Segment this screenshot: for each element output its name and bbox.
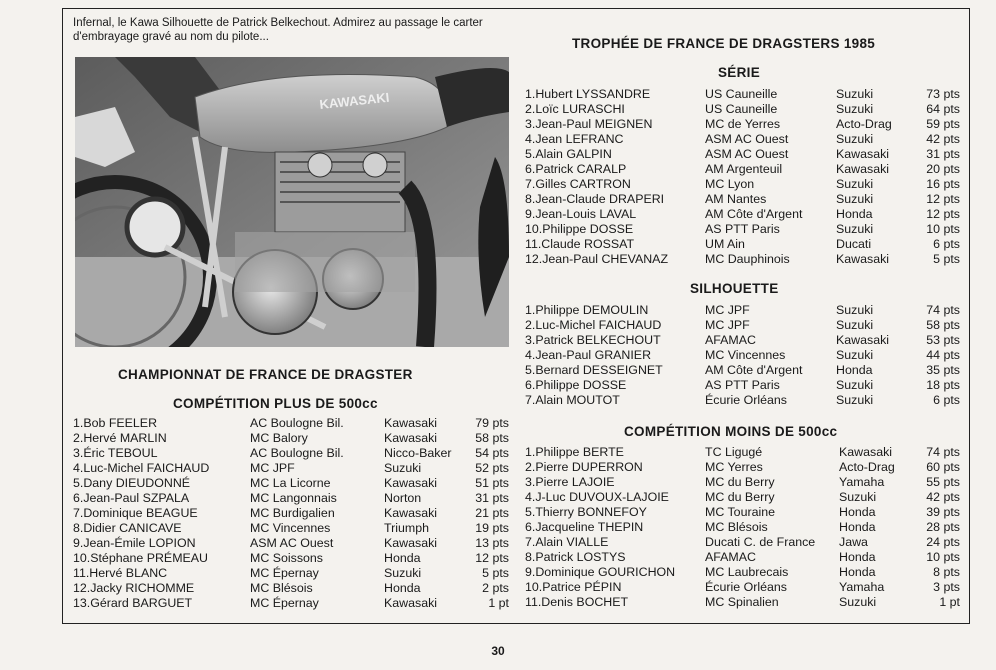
club-name: MC Soissons	[250, 551, 323, 565]
club-name: TC Ligugé	[705, 445, 763, 459]
points: 6 pts	[933, 393, 960, 407]
table-row	[525, 445, 960, 460]
rider-name: 10.Philippe DOSSE	[525, 222, 634, 236]
brand-name: Suzuki	[836, 348, 874, 362]
brand-name: Honda	[836, 363, 873, 377]
points: 6 pts	[933, 237, 960, 251]
tank-brand-text: KAWASAKI	[318, 89, 390, 112]
points: 44 pts	[926, 348, 960, 362]
brand-name: Acto-Drag	[836, 117, 892, 131]
table-row	[73, 566, 509, 581]
rider-name: 1.Bob FEELER	[73, 416, 158, 430]
brand-name: Suzuki	[384, 461, 422, 475]
brand-name: Honda	[839, 565, 876, 579]
brand-name: Kawasaki	[384, 476, 438, 490]
points: 5 pts	[482, 566, 509, 580]
brand-name: Kawasaki	[836, 252, 890, 266]
table-row	[525, 595, 960, 610]
motorcycle-photo	[75, 57, 509, 347]
table-row	[525, 475, 960, 490]
brand-name: Kawasaki	[384, 506, 438, 520]
rider-name: 12.Jacky RICHOMME	[73, 581, 195, 595]
club-name: US Cauneille	[705, 87, 778, 101]
points: 64 pts	[926, 102, 960, 116]
brand-name: Kawasaki	[836, 162, 890, 176]
table-row	[73, 491, 509, 506]
brand-name: Honda	[839, 505, 876, 519]
brand-name: Kawasaki	[384, 416, 438, 430]
points: 19 pts	[475, 521, 509, 535]
table-row	[525, 535, 960, 550]
table-row	[525, 87, 960, 102]
table-row	[525, 192, 960, 207]
rider-name: 1.Philippe BERTE	[525, 445, 624, 459]
points: 42 pts	[926, 132, 960, 146]
brand-name: Triumph	[384, 521, 429, 535]
club-name: MC du Berry	[705, 475, 775, 489]
table-row	[525, 460, 960, 475]
table-row	[73, 446, 509, 461]
points: 12 pts	[926, 192, 960, 206]
points: 31 pts	[475, 491, 509, 505]
points: 28 pts	[926, 520, 960, 534]
club-name: AC Boulogne Bil.	[250, 446, 344, 460]
brand-name: Suzuki	[836, 378, 874, 392]
club-name: AS PTT Paris	[705, 222, 780, 236]
club-name: MC Lyon	[705, 177, 755, 191]
table-row	[525, 393, 960, 408]
brand-name: Honda	[839, 550, 876, 564]
points: 73 pts	[926, 87, 960, 101]
rider-name: 7.Alain MOUTOT	[525, 393, 620, 407]
points: 53 pts	[926, 333, 960, 347]
brand-name: Kawasaki	[836, 147, 890, 161]
moins-table	[525, 445, 960, 610]
rider-name: 8.Patrick LOSTYS	[525, 550, 626, 564]
table-row	[73, 521, 509, 536]
trophee-title: TROPHÉE DE FRANCE DE DRAGSTERS 1985	[572, 36, 876, 51]
brand-name: Kawasaki	[384, 431, 438, 445]
club-name: MC Burdigalien	[250, 506, 335, 520]
points: 8 pts	[933, 565, 960, 579]
table-row	[525, 378, 960, 393]
points: 24 pts	[926, 535, 960, 549]
points: 52 pts	[475, 461, 509, 475]
table-row	[525, 237, 960, 252]
brand-name: Honda	[384, 581, 421, 595]
serie-heading: SÉRIE	[718, 65, 761, 80]
table-row	[525, 565, 960, 580]
table-row	[525, 132, 960, 147]
table-row	[73, 581, 509, 596]
rider-name: 4.Luc-Michel FAICHAUD	[73, 461, 210, 475]
rider-name: 3.Patrick BELKECHOUT	[525, 333, 661, 347]
page-number: 30	[491, 644, 505, 658]
club-name: MC JPF	[705, 303, 750, 317]
brand-name: Kawasaki	[839, 445, 893, 459]
rider-name: 7.Dominique BEAGUE	[73, 506, 198, 520]
table-row	[525, 252, 960, 267]
plus-heading: COMPÉTITION PLUS DE 500cc	[173, 396, 378, 411]
rider-name: 7.Alain VIALLE	[525, 535, 609, 549]
silhouette-heading: SILHOUETTE	[690, 281, 779, 296]
rider-name: 5.Dany DIEUDONNÉ	[73, 476, 191, 490]
club-name: MC Yerres	[705, 460, 763, 474]
table-row	[73, 551, 509, 566]
club-name: AFAMAC	[705, 333, 756, 347]
rider-name: 2.Luc-Michel FAICHAUD	[525, 318, 662, 332]
points: 3 pts	[933, 580, 960, 594]
rider-name: 11.Denis BOCHET	[525, 595, 629, 609]
brand-name: Suzuki	[836, 177, 874, 191]
table-row	[525, 318, 960, 333]
club-name: MC Vincennes	[705, 348, 786, 362]
brand-name: Kawasaki	[384, 536, 438, 550]
club-name: MC Vincennes	[250, 521, 331, 535]
club-name: Écurie Orléans	[705, 393, 787, 407]
rider-name: 5.Alain GALPIN	[525, 147, 612, 161]
points: 18 pts	[926, 378, 960, 392]
brand-name: Yamaha	[839, 475, 885, 489]
rider-name: 9.Jean-Louis LAVAL	[525, 207, 637, 221]
points: 74 pts	[926, 445, 960, 459]
points: 55 pts	[926, 475, 960, 489]
points: 59 pts	[926, 117, 960, 131]
points: 74 pts	[926, 303, 960, 317]
club-name: MC Touraine	[705, 505, 776, 519]
points: 12 pts	[475, 551, 509, 565]
club-name: ASM AC Ouest	[250, 536, 334, 550]
points: 13 pts	[475, 536, 509, 550]
rider-name: 3.Pierre LAJOIE	[525, 475, 615, 489]
rider-name: 9.Jean-Émile LOPION	[73, 536, 196, 550]
rider-name: 5.Bernard DESSEIGNET	[525, 363, 663, 377]
club-name: ASM AC Ouest	[705, 147, 789, 161]
club-name: MC Dauphinois	[705, 252, 790, 266]
club-name: MC Langonnais	[250, 491, 337, 505]
club-name: US Cauneille	[705, 102, 778, 116]
points: 16 pts	[926, 177, 960, 191]
club-name: MC Épernay	[250, 566, 319, 580]
rider-name: 6.Philippe DOSSE	[525, 378, 627, 392]
rider-name: 8.Jean-Claude DRAPERI	[525, 192, 665, 206]
table-row	[525, 333, 960, 348]
points: 5 pts	[933, 252, 960, 266]
table-row	[73, 596, 509, 611]
rider-name: 11.Hervé BLANC	[73, 566, 168, 580]
brand-name: Honda	[836, 207, 873, 221]
points: 2 pts	[482, 581, 509, 595]
rider-name: 4.Jean-Paul GRANIER	[525, 348, 652, 362]
rider-name: 2.Hervé MARLIN	[73, 431, 167, 445]
rider-name: 3.Jean-Paul MEIGNEN	[525, 117, 653, 131]
table-row	[525, 348, 960, 363]
brand-name: Acto-Drag	[839, 460, 895, 474]
table-row	[73, 461, 509, 476]
rider-name: 12.Jean-Paul CHEVANAZ	[525, 252, 669, 266]
points: 31 pts	[926, 147, 960, 161]
brand-name: Suzuki	[836, 222, 874, 236]
brand-name: Suzuki	[836, 303, 874, 317]
brand-name: Honda	[384, 551, 421, 565]
club-name: ASM AC Ouest	[705, 132, 789, 146]
brand-name: Suzuki	[836, 102, 874, 116]
club-name: MC Balory	[250, 431, 308, 445]
points: 60 pts	[926, 460, 960, 474]
rider-name: 7.Gilles CARTRON	[525, 177, 631, 191]
points: 1 pt	[488, 596, 509, 610]
club-name: MC Blésois	[705, 520, 768, 534]
table-row	[73, 506, 509, 521]
brand-name: Kawasaki	[384, 596, 438, 610]
table-row	[525, 580, 960, 595]
brand-name: Suzuki	[836, 132, 874, 146]
rider-name: 1.Hubert LYSSANDRE	[525, 87, 651, 101]
table-row	[73, 431, 509, 446]
club-name: MC Spinalien	[705, 595, 779, 609]
table-row	[525, 147, 960, 162]
rider-name: 6.Jean-Paul SZPALA	[73, 491, 190, 505]
table-row	[73, 416, 509, 431]
table-row	[525, 303, 960, 318]
brand-name: Suzuki	[839, 490, 877, 504]
table-row	[525, 222, 960, 237]
club-name: AM Nantes	[705, 192, 767, 206]
rider-name: 3.Éric TEBOUL	[73, 446, 158, 460]
brand-name: Yamaha	[839, 580, 885, 594]
club-name: AS PTT Paris	[705, 378, 780, 392]
rider-name: 5.Thierry BONNEFOY	[525, 505, 647, 519]
brand-name: Jawa	[839, 535, 868, 549]
points: 10 pts	[926, 222, 960, 236]
club-name: MC JPF	[705, 318, 750, 332]
table-row	[525, 505, 960, 520]
rider-name: 8.Didier CANICAVE	[73, 521, 182, 535]
club-name: Ducati C. de France	[705, 535, 816, 549]
brand-name: Norton	[384, 491, 422, 505]
points: 58 pts	[926, 318, 960, 332]
table-row	[73, 536, 509, 551]
brand-name: Suzuki	[836, 87, 874, 101]
photo-caption: Infernal, le Kawa Silhouette de Patrick Belkechout. Admirez au passage le carter d'embrayage gravé au nom du pilote...	[73, 17, 483, 43]
rider-name: 10.Patrice PÉPIN	[525, 580, 622, 594]
table-row	[525, 162, 960, 177]
rider-name: 6.Jacqueline THEPIN	[525, 520, 644, 534]
rider-name: 10.Stéphane PRÉMEAU	[73, 551, 208, 565]
brand-name: Nicco-Baker	[384, 446, 452, 460]
club-name: AFAMAC	[705, 550, 756, 564]
plus-table	[73, 416, 509, 611]
club-name: UM Ain	[705, 237, 745, 251]
rider-name: 1.Philippe DEMOULIN	[525, 303, 649, 317]
points: 20 pts	[926, 162, 960, 176]
table-row	[525, 117, 960, 132]
club-name: AM Argenteuil	[705, 162, 783, 176]
points: 39 pts	[926, 505, 960, 519]
points: 1 pt	[939, 595, 960, 609]
table-row	[525, 490, 960, 505]
points: 35 pts	[926, 363, 960, 377]
points: 10 pts	[926, 550, 960, 564]
club-name: MC La Licorne	[250, 476, 331, 490]
brand-name: Suzuki	[836, 318, 874, 332]
table-row	[525, 520, 960, 535]
club-name: MC du Berry	[705, 490, 775, 504]
brand-name: Kawasaki	[836, 333, 890, 347]
table-row	[525, 102, 960, 117]
club-name: MC JPF	[250, 461, 295, 475]
rider-name: 9.Dominique GOURICHON	[525, 565, 676, 579]
points: 12 pts	[926, 207, 960, 221]
rider-name: 4.Jean LEFRANC	[525, 132, 624, 146]
club-name: MC Épernay	[250, 596, 319, 610]
club-name: AC Boulogne Bil.	[250, 416, 344, 430]
points: 42 pts	[926, 490, 960, 504]
rider-name: 2.Loïc LURASCHI	[525, 102, 625, 116]
club-name: AM Côte d'Argent	[705, 207, 803, 221]
points: 21 pts	[475, 506, 509, 520]
brand-name: Suzuki	[384, 566, 422, 580]
brand-name: Suzuki	[836, 192, 874, 206]
rider-name: 4.J-Luc DUVOUX-LAJOIE	[525, 490, 669, 504]
table-row	[525, 363, 960, 378]
brand-name: Honda	[839, 520, 876, 534]
club-name: Écurie Orléans	[705, 580, 787, 594]
brand-name: Suzuki	[839, 595, 877, 609]
table-row	[525, 207, 960, 222]
points: 54 pts	[475, 446, 509, 460]
brand-name: Ducati	[836, 237, 872, 251]
table-row	[73, 476, 509, 491]
championnat-title: CHAMPIONNAT DE FRANCE DE DRAGSTER	[118, 367, 413, 382]
rider-name: 11.Claude ROSSAT	[525, 237, 635, 251]
points: 79 pts	[475, 416, 509, 430]
points: 51 pts	[475, 476, 509, 490]
rider-name: 2.Pierre DUPERRON	[525, 460, 643, 474]
club-name: MC Blésois	[250, 581, 313, 595]
serie-table	[525, 87, 960, 267]
rider-name: 13.Gérard BARGUET	[73, 596, 193, 610]
points: 58 pts	[475, 431, 509, 445]
club-name: AM Côte d'Argent	[705, 363, 803, 377]
table-row	[525, 550, 960, 565]
moins-heading: COMPÉTITION MOINS DE 500cc	[624, 424, 838, 439]
rider-name: 6.Patrick CARALP	[525, 162, 627, 176]
silhouette-table	[525, 303, 960, 408]
brand-name: Suzuki	[836, 393, 874, 407]
club-name: MC de Yerres	[705, 117, 781, 131]
club-name: MC Laubrecais	[705, 565, 789, 579]
table-row	[525, 177, 960, 192]
